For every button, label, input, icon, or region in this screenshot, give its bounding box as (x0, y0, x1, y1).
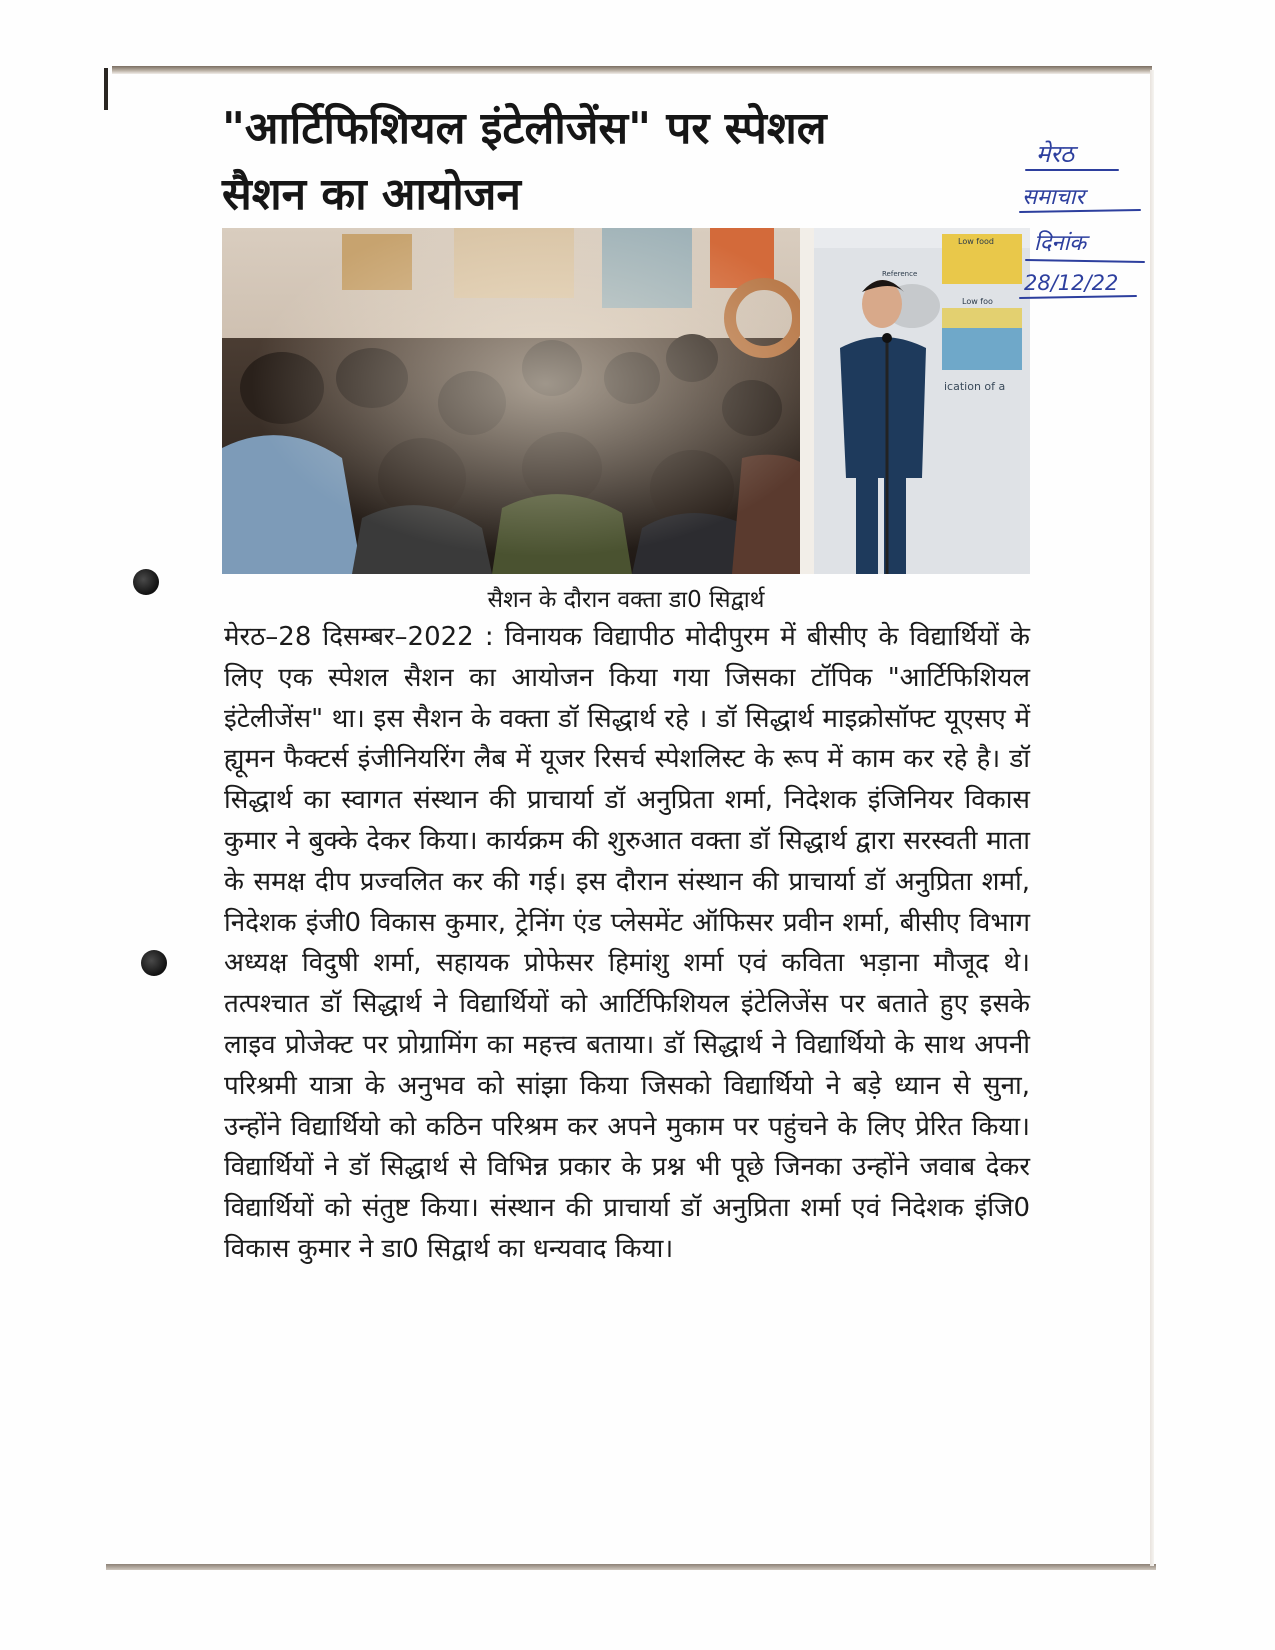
slide-label-3: Low foo (962, 297, 993, 306)
event-photo (222, 228, 1030, 574)
slide-label-1: Low food (958, 237, 994, 246)
slide-label-2: Reference (882, 270, 918, 278)
headline-line-2: सैशन का आयोजन (222, 169, 521, 220)
handwritten-source-note (1018, 130, 1158, 330)
punch-hole-top (133, 569, 159, 595)
article-body: मेरठ–28 दिसम्बर–2022 : विनायक विद्यापीठ मोदीपुरम में बीसीए के विद्यार्थियों के लिए एक स्पेशल सैशन का आयोजन किया गया जिसका टॉपिक "आर्टिफिशियल इंटेलीजेंस" था। इस सैशन के वक्ता डॉ सिद्धार्थ रहे । डॉ सिद्धार्थ माइक्रोसॉफ्ट यूएसए में ह्यूमन फैक्टर्स इंजीनियरिंग लैब में यूजर रिसर्च स्पेशलिस्ट के रूप में काम कर रहे है। डॉ सिद्धार्थ का स्वागत संस्थान की प्राचार्या डॉ अनुप्रिता शर्मा, निदेशक इंजिनियर विकास कुमार ने बुक्के देकर किया। कार्यक्रम की शुरुआत वक्ता डॉ सिद्धार्थ द्वारा सरस्वती माता के समक्ष दीप प्रज्वलित कर की गई। इस दौरान संस्थान की प्राचार्या डॉ अनुप्रिता शर्मा, निदेशक इंजी0 विकास कुमार, ट्रेनिंग एंड प्लेसमेंट ऑफिसर प्रवीन शर्मा, बीसीए विभाग अध्यक्ष विदुषी शर्मा, सहायक प्रोफेसर हिमांशु शर्मा एवं कविता भड़ाना मौजूद थे। तत्पश्चात डॉ सिद्धार्थ ने विद्यार्थियों को आर्टिफिशियल इंटेलिजेंस पर बताते हुए इसके लाइव प्रोजेक्ट पर प्रोग्रामिंग का महत्त्व बताया। डॉ सिद्धार्थ ने विद्यार्थियो के साथ अपनी परिश्रमी यात्रा के अनुभव को सांझा किया जिसको विद्यार्थियो ने बड़े ध्यान से सुना, उन्होंने विद्यार्थियो को कठिन परिश्रम कर अपने मुकाम पर पहुंचने के लिए प्रेरित किया। विद्यार्थियों ने डॉ सिद्धार्थ से विभिन्न प्रकार के प्रश्न भी पूछे जिनका उन्होंने जवाब देकर विद्यार्थियों को संतुष्ट किया। संस्थान की प्राचार्या डॉ अनुप्रिता शर्मा एवं निदेशक इंजि0 विकास कुमार ने डा0 सिद्वार्थ का धन्यवाद किया। (224, 622, 1030, 1264)
headline-line-1: "आर्टिफिशियल इंटेलीजेंस" पर स्पेशल (222, 103, 827, 154)
paper-edge-left (104, 68, 108, 110)
note-city: मेरठ (1036, 140, 1075, 168)
punch-hole-bottom (141, 950, 167, 976)
paper-edge-bottom (106, 1564, 1156, 1570)
photo-caption: सैशन के दौरान वक्ता डा0 सिद्वार्थ (487, 587, 765, 613)
note-date-label: दिनांक (1034, 231, 1087, 256)
slide-label-4: ication of a (944, 380, 1006, 393)
paper-edge-top (112, 66, 1152, 74)
note-date: 28/12/22 (1024, 271, 1119, 295)
note-paper: समाचार (1022, 185, 1085, 210)
headline (222, 96, 1002, 228)
